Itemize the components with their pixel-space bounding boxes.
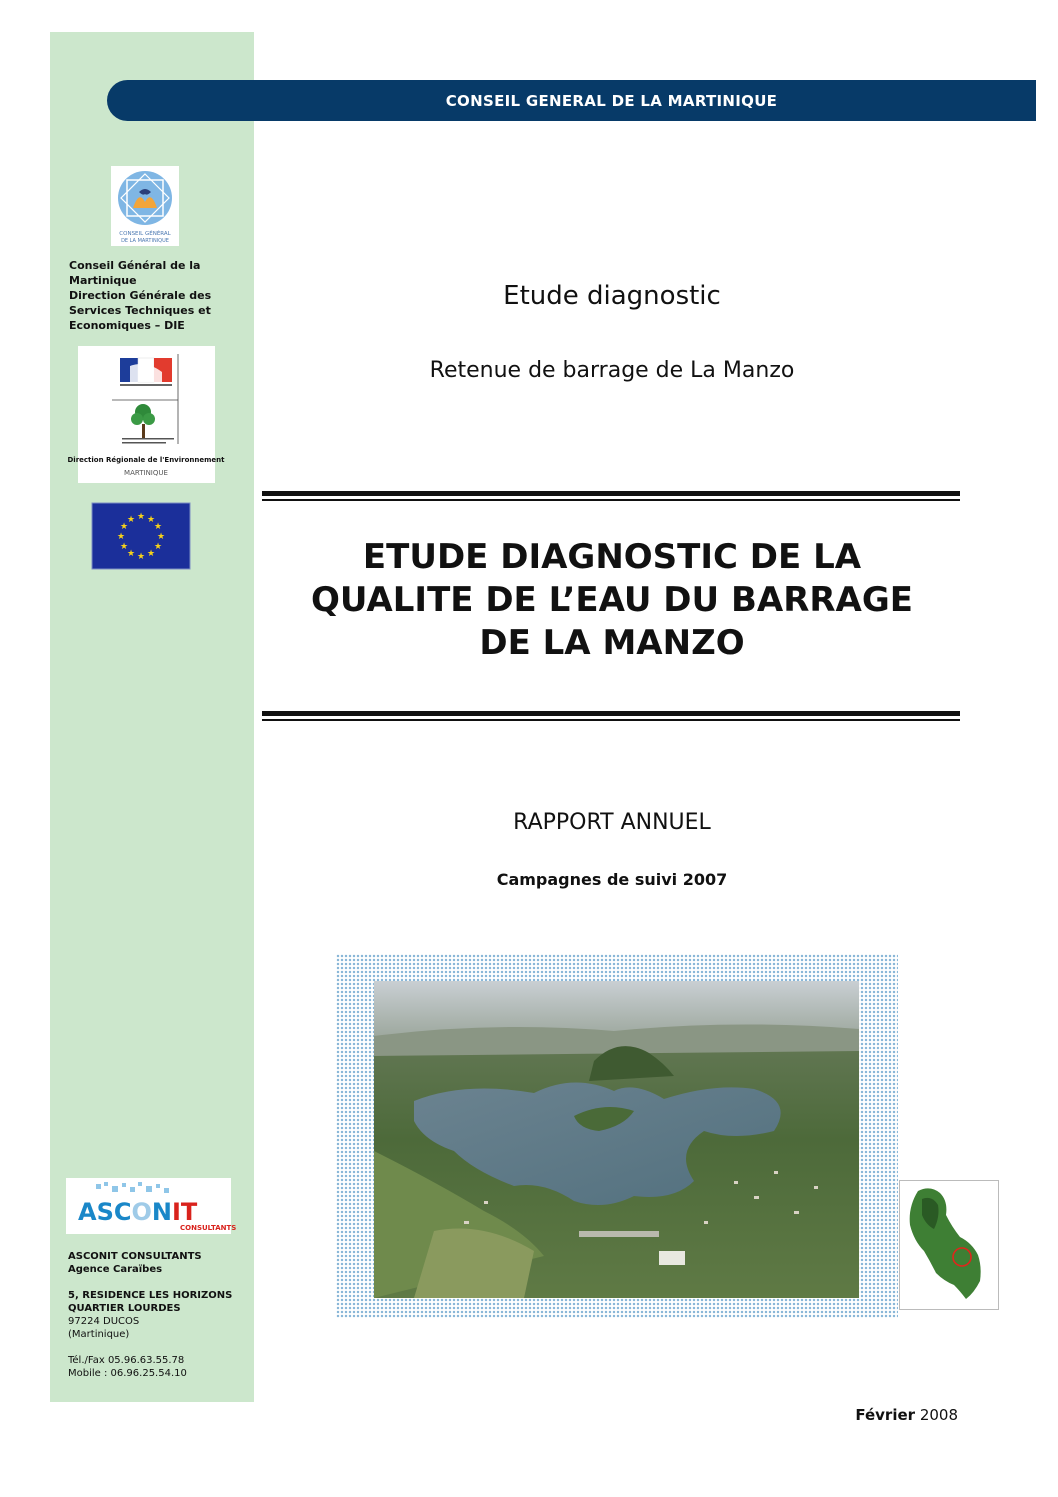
- header-title: CONSEIL GENERAL DE LA MARTINIQUE: [445, 91, 778, 110]
- publication-date: [780, 1406, 958, 1424]
- eu-flag: [92, 503, 190, 569]
- svg-text:MARTINIQUE: MARTINIQUE: [124, 469, 168, 477]
- asconit-logo: [66, 1178, 237, 1234]
- svg-text:Direction Régionale de l'Envir: Direction Régionale de l'Environnement: [67, 456, 225, 464]
- svg-text:CONSEIL GÉNÉRAL: CONSEIL GÉNÉRAL: [119, 231, 171, 237]
- title-line: QUALITE DE L’EAU DU BARRAGE: [310, 580, 914, 620]
- svg-text:★: ★: [126, 515, 136, 525]
- diren-logo: [67, 346, 225, 483]
- svg-text:★: ★: [119, 542, 129, 552]
- header-band: [107, 80, 1036, 121]
- svg-text:★: ★: [153, 522, 163, 532]
- conseil-general-address: [69, 258, 235, 333]
- cg-text-line: Direction Générale des: [69, 289, 212, 302]
- svg-text:★: ★: [146, 515, 156, 525]
- svg-text:★: ★: [136, 552, 146, 562]
- cg-text-line: Conseil Général de la: [69, 259, 201, 272]
- martinique-locator-map: [899, 1180, 999, 1310]
- svg-text:★: ★: [126, 549, 136, 559]
- site-name: Retenue de barrage de La Manzo: [429, 358, 795, 383]
- cg-text-line: Martinique: [69, 274, 137, 287]
- address-agency: Agence Caraïbes: [68, 1264, 163, 1275]
- asconit-address: [68, 1250, 248, 1380]
- svg-text:ASCONIT: ASCONIT: [78, 1198, 198, 1226]
- campaign-label: Campagnes de suivi 2007: [496, 870, 728, 889]
- title-line: ETUDE DIAGNOSTIC DE LA: [362, 537, 862, 577]
- title-rule-bottom: [262, 711, 960, 721]
- svg-text:★: ★: [136, 512, 146, 522]
- address-phone: Tél./Fax 05.96.63.55.78: [68, 1355, 185, 1366]
- title-line: DE LA MANZO: [479, 623, 745, 663]
- reservoir-aerial-photo: [374, 981, 859, 1298]
- svg-text:★: ★: [116, 532, 126, 542]
- svg-text:★: ★: [119, 522, 129, 532]
- svg-text:★: ★: [153, 542, 163, 552]
- address-mobile: Mobile : 06.96.25.54.10: [68, 1368, 187, 1379]
- conseil-general-logo: [111, 166, 179, 246]
- address-street: 5, RESIDENCE LES HORIZONS: [68, 1290, 233, 1301]
- svg-text:CONSULTANTS: CONSULTANTS: [180, 1224, 237, 1232]
- svg-text:DE LA MARTINIQUE: DE LA MARTINIQUE: [121, 238, 169, 244]
- address-city: 97224 DUCOS: [68, 1316, 140, 1327]
- svg-text:★: ★: [146, 549, 156, 559]
- cg-text-line: Services Techniques et: [69, 304, 211, 317]
- date-month: Février: [855, 1406, 916, 1424]
- document-subtitle: Etude diagnostic: [503, 281, 721, 311]
- svg-text:★: ★: [156, 532, 166, 542]
- page-title: [262, 536, 962, 665]
- title-rule-top: [262, 491, 960, 501]
- report-type: RAPPORT ANNUEL: [513, 810, 711, 835]
- cg-text-line: Economiques – DIE: [69, 319, 185, 332]
- date-year: 2008: [919, 1406, 958, 1424]
- address-quarter: QUARTIER LOURDES: [68, 1303, 181, 1314]
- address-region: (Martinique): [68, 1329, 130, 1340]
- address-company: ASCONIT CONSULTANTS: [68, 1251, 202, 1262]
